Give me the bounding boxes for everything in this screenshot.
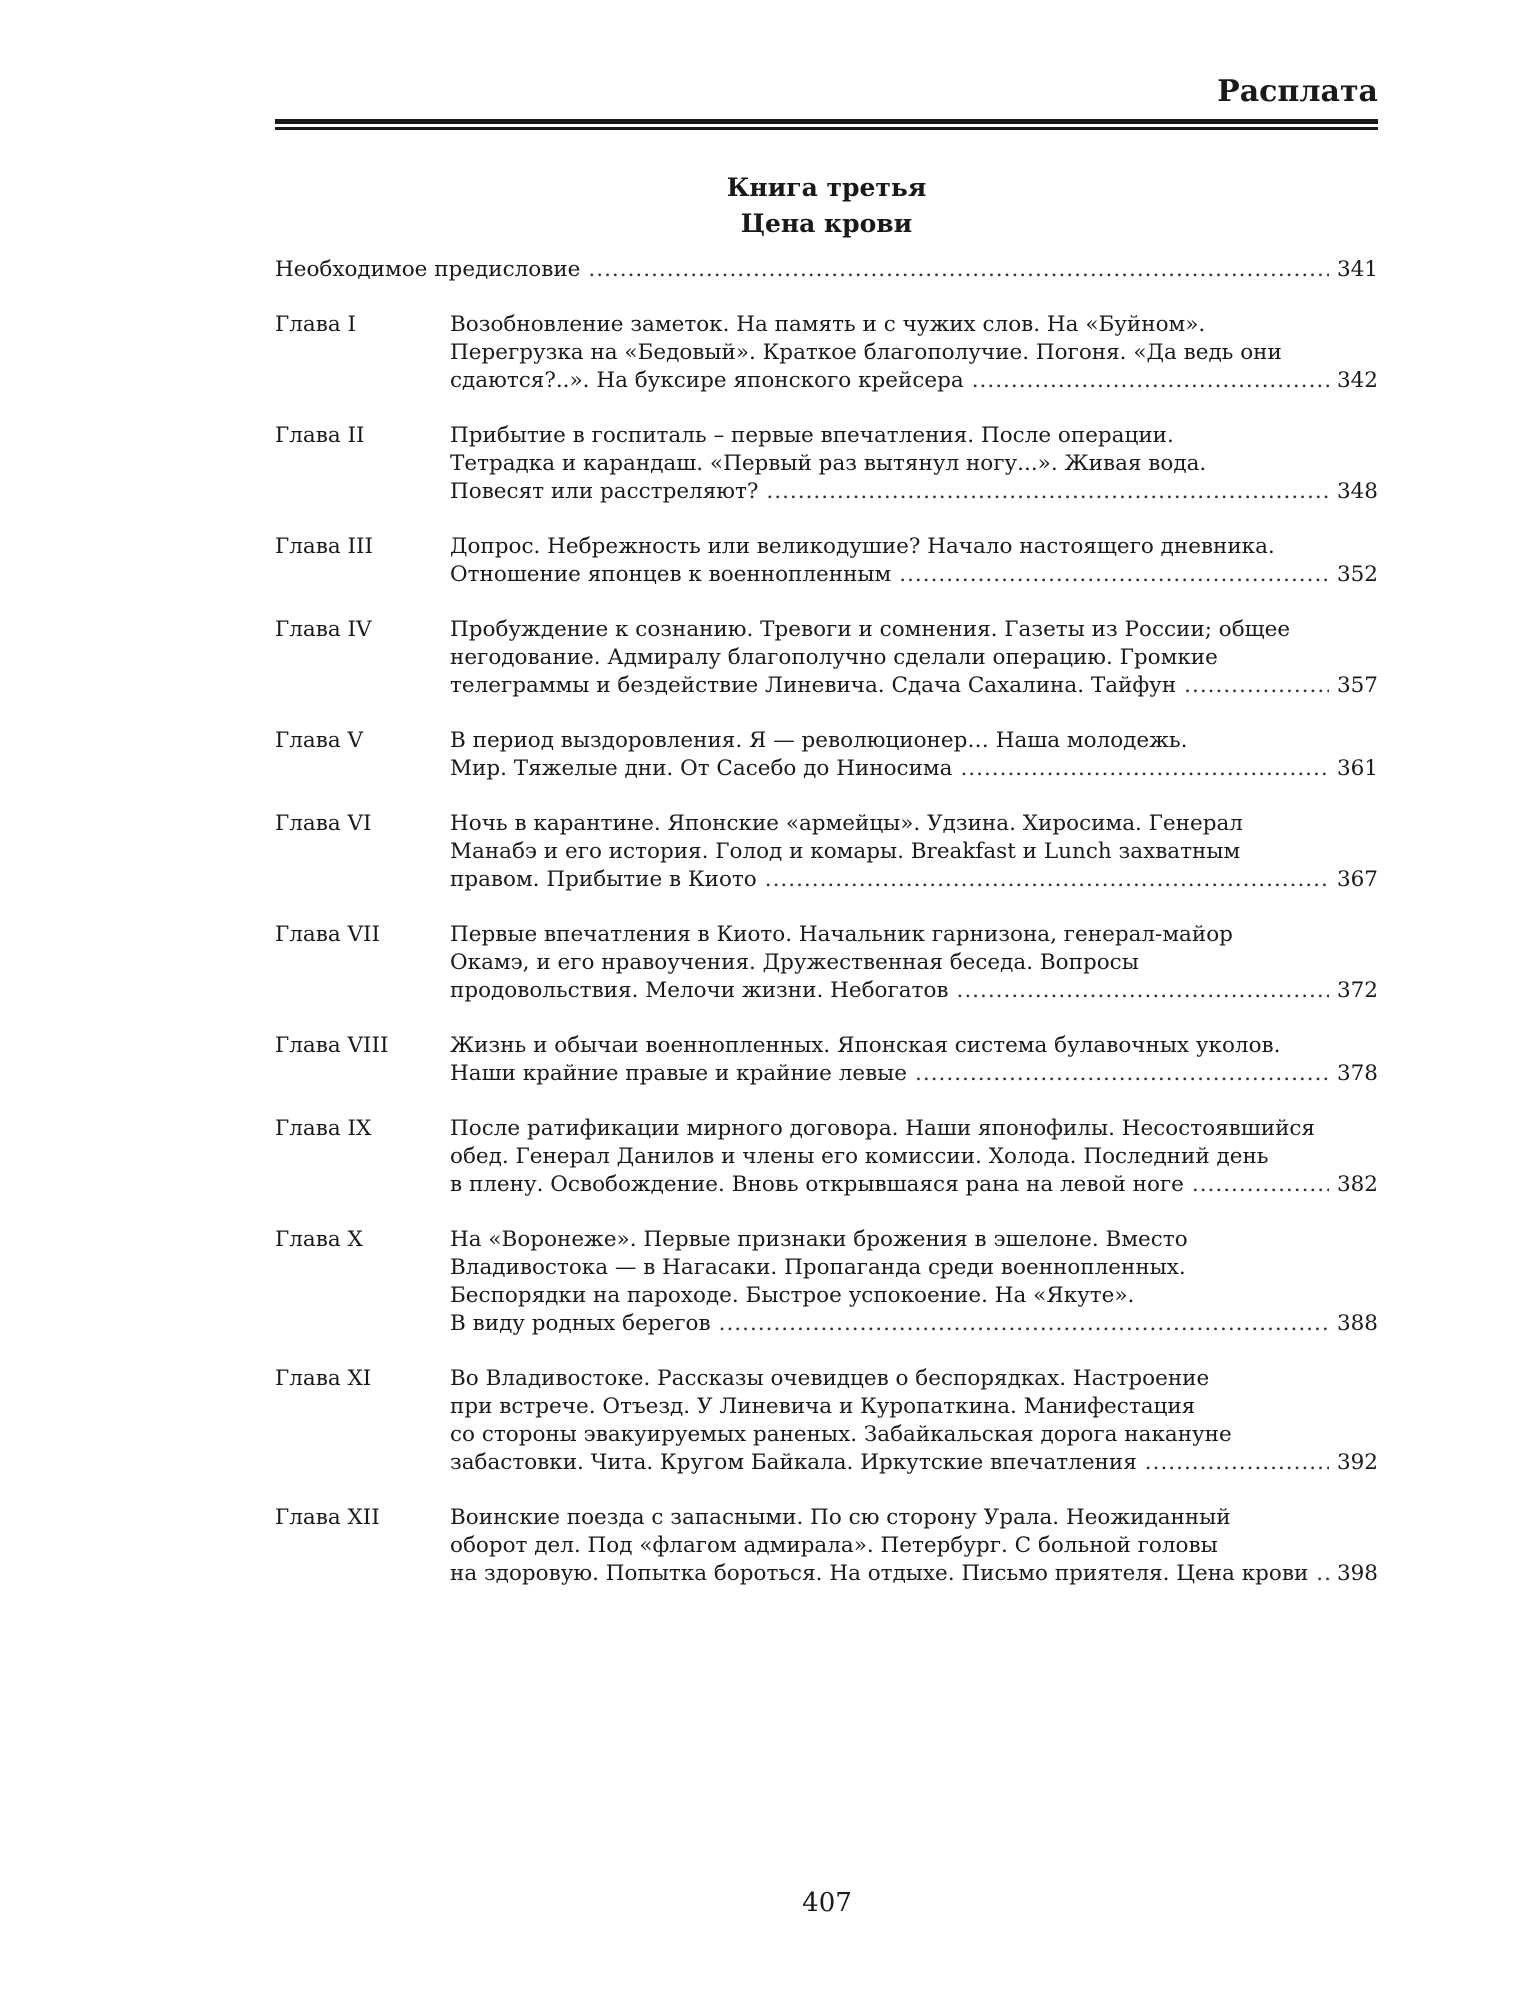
preface-page: 341 xyxy=(1336,257,1378,282)
chapter-page: 361 xyxy=(1336,756,1378,781)
chapter-summary xyxy=(450,1504,1378,1588)
chapter-summary-line: Жизнь и обычаи военнопленных. Японская система булавочных уколов. xyxy=(450,1033,1281,1058)
dot-leader xyxy=(765,866,1329,894)
chapter-summary xyxy=(450,311,1378,395)
header-rule-thick xyxy=(275,119,1378,124)
chapter-summary-line: Возобновление заметок. На память и с чужих слов. На «Буйном». xyxy=(450,312,1206,337)
chapter-summary xyxy=(450,1226,1378,1338)
dot-leader xyxy=(719,1310,1329,1338)
dot-leader xyxy=(588,256,1329,284)
chapter-summary-line: телеграммы и бездействие Линевича. Сдача Сахалина. Тайфун xyxy=(450,673,1177,698)
chapter-summary-line: Владивостока — в Нагасаки. Пропаганда среди военнопленных. xyxy=(450,1255,1186,1280)
chapter-page: 372 xyxy=(1336,978,1378,1003)
chapter-summary-line: Пробуждение к сознанию. Тревоги и сомнения. Газеты из России; общее xyxy=(450,617,1291,642)
chapter-page: 342 xyxy=(1336,368,1378,393)
dot-leader xyxy=(899,561,1329,589)
chapter-summary-line: оборот дел. Под «флагом адмирала». Петербург. С больной головы xyxy=(450,1533,1218,1558)
chapter-label: Глава XII xyxy=(275,1505,380,1530)
chapter-summary-line: Ночь в карантине. Японские «армейцы». Удзина. Хиросима. Генерал xyxy=(450,811,1243,836)
chapter-label: Глава XI xyxy=(275,1366,372,1391)
toc-entry-chapter xyxy=(275,1365,1378,1477)
chapter-summary-line: сдаются?..». На буксире японского крейсера xyxy=(450,368,964,393)
dot-leader xyxy=(1192,1171,1329,1199)
chapter-page: 357 xyxy=(1336,673,1378,698)
title-block xyxy=(275,170,1378,242)
chapter-summary xyxy=(450,533,1378,589)
chapter-summary-line: Наши крайние правые и крайние левые xyxy=(450,1061,908,1086)
chapter-summary-line: На «Воронеже». Первые признаки брожения в эшелоне. Вместо xyxy=(450,1227,1188,1252)
preface-title: Необходимое предисловие xyxy=(275,257,581,282)
chapter-page: 348 xyxy=(1336,479,1378,504)
book-title: Книга третья xyxy=(726,173,927,202)
toc-entry-chapter xyxy=(275,1226,1378,1338)
toc-entry-chapter xyxy=(275,1032,1378,1088)
chapter-summary xyxy=(450,1115,1378,1199)
chapter-summary-line: негодование. Адмиралу благополучно сделали операцию. Громкие xyxy=(450,645,1218,670)
chapter-summary-line: В виду родных берегов xyxy=(450,1311,711,1336)
chapter-page: 378 xyxy=(1336,1061,1378,1086)
toc-entry-chapter xyxy=(275,921,1378,1005)
chapter-summary xyxy=(450,727,1378,783)
chapter-summary-line: Манабэ и его история. Голод и комары. Breakfast и Lunch захватным xyxy=(450,839,1241,864)
toc-entry-chapter xyxy=(275,616,1378,700)
page-number: 407 xyxy=(802,1888,852,1918)
dot-leader xyxy=(766,478,1329,506)
toc-entry-preface xyxy=(275,256,1378,284)
chapter-summary xyxy=(450,422,1378,506)
header-rule-thin xyxy=(275,127,1378,130)
chapter-summary-line: Воинские поезда с запасными. По сю сторону Урала. Неожиданный xyxy=(450,1505,1231,1530)
toc-entry-chapter xyxy=(275,311,1378,395)
book-subtitle: Цена крови xyxy=(740,209,913,238)
chapter-summary-line: Мир. Тяжелые дни. От Сасебо до Ниносима xyxy=(450,756,953,781)
toc-entry-chapter xyxy=(275,1115,1378,1199)
toc-entry-chapter xyxy=(275,810,1378,894)
chapter-summary-line: Окамэ, и его нравоучения. Дружественная беседа. Вопросы xyxy=(450,950,1139,975)
toc-entry-chapter xyxy=(275,533,1378,589)
dot-leader xyxy=(972,367,1329,395)
chapter-label: Глава VII xyxy=(275,922,380,947)
chapter-summary xyxy=(450,1032,1378,1088)
chapter-summary-line: Перегрузка на «Бедовый». Краткое благополучие. Погоня. «Да ведь они xyxy=(450,340,1282,365)
dot-leader xyxy=(1145,1449,1329,1477)
chapter-label: Глава III xyxy=(275,534,373,559)
chapter-summary-line: Отношение японцев к военнопленным xyxy=(450,562,892,587)
toc-entry-chapter xyxy=(275,422,1378,506)
chapter-summary-line: Прибытие в госпиталь – первые впечатления. После операции. xyxy=(450,423,1174,448)
chapter-summary-line: Тетрадка и карандаш. «Первый раз вытянул ногу...». Живая вода. xyxy=(450,451,1207,476)
chapter-label: Глава X xyxy=(275,1227,363,1252)
chapter-summary-line: В период выздоровления. Я — революционер… Наша молодежь. xyxy=(450,728,1188,753)
dot-leader xyxy=(1184,672,1329,700)
chapter-label: Глава V xyxy=(275,728,363,753)
chapter-summary xyxy=(450,616,1378,700)
chapter-page: 382 xyxy=(1336,1172,1378,1197)
chapter-label: Глава II xyxy=(275,423,365,448)
chapter-summary xyxy=(450,921,1378,1005)
chapter-label: Глава IV xyxy=(275,617,372,642)
table-of-contents xyxy=(275,256,1378,1615)
dot-leader xyxy=(915,1060,1329,1088)
chapter-summary-line: со стороны эвакуируемых раненых. Забайкальская дорога накануне xyxy=(450,1422,1232,1447)
chapter-page: 352 xyxy=(1336,562,1378,587)
chapter-summary-line: После ратификации мирного договора. Наши японофилы. Несостоявшийся xyxy=(450,1116,1315,1141)
running-header: Расплата xyxy=(1217,74,1378,109)
chapter-summary-line: при встрече. Отъезд. У Линевича и Куропаткина. Манифестация xyxy=(450,1394,1196,1419)
dot-leader xyxy=(1316,1560,1329,1588)
chapter-summary-line: Повесят или расстреляют? xyxy=(450,479,759,504)
chapter-summary-line: обед. Генерал Данилов и члены его комиссии. Холода. Последний день xyxy=(450,1144,1269,1169)
chapter-summary xyxy=(450,810,1378,894)
chapter-list xyxy=(275,311,1378,1588)
chapter-summary-line: продовольствия. Мелочи жизни. Небогатов xyxy=(450,978,949,1003)
chapter-page: 367 xyxy=(1336,867,1378,892)
chapter-label: Глава I xyxy=(275,312,356,337)
toc-entry-chapter xyxy=(275,727,1378,783)
chapter-page: 392 xyxy=(1336,1450,1378,1475)
chapter-page: 388 xyxy=(1336,1311,1378,1336)
chapter-summary-line: правом. Прибытие в Киото xyxy=(450,867,757,892)
chapter-summary-line: Первые впечатления в Киото. Начальник гарнизона, генерал-майор xyxy=(450,922,1233,947)
chapter-summary-line: Допрос. Небрежность или великодушие? Начало настоящего дневника. xyxy=(450,534,1275,559)
chapter-summary-line: Беспорядки на пароходе. Быстрое успокоение. На «Якуте». xyxy=(450,1283,1135,1308)
chapter-page: 398 xyxy=(1336,1561,1378,1586)
chapter-summary-line: забастовки. Чита. Кругом Байкала. Иркутские впечатления xyxy=(450,1450,1137,1475)
chapter-summary-line: Во Владивостоке. Рассказы очевидцев о беспорядках. Настроение xyxy=(450,1366,1210,1391)
dot-leader xyxy=(960,755,1328,783)
chapter-label: Глава IX xyxy=(275,1116,372,1141)
chapter-label: Глава VI xyxy=(275,811,372,836)
chapter-summary-line: в плену. Освобождение. Вновь открывшаяся рана на левой ноге xyxy=(450,1172,1184,1197)
chapter-label: Глава VIII xyxy=(275,1033,389,1058)
chapter-summary xyxy=(450,1365,1378,1477)
chapter-summary-line: на здоровую. Попытка бороться. На отдыхе. Письмо приятеля. Цена крови xyxy=(450,1561,1309,1586)
dot-leader xyxy=(957,977,1329,1005)
toc-entry-chapter xyxy=(275,1504,1378,1588)
